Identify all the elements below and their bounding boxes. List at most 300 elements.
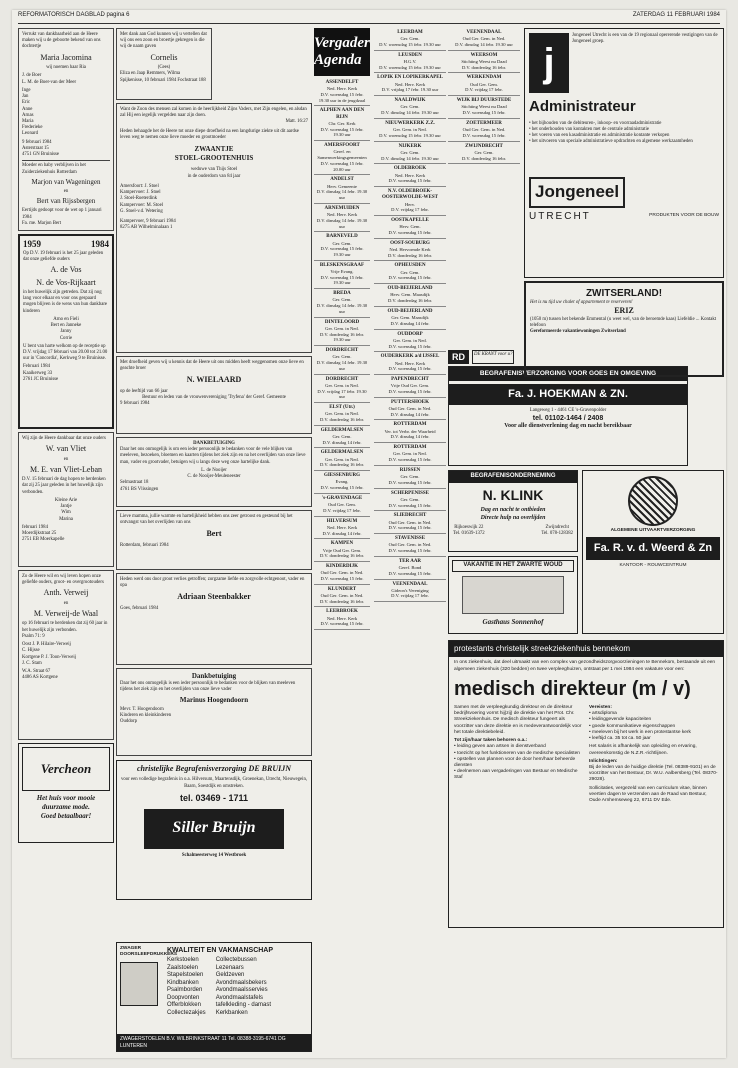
weerd-emblem <box>628 476 678 526</box>
birth-announcement-1 <box>18 28 114 231</box>
jubilee-date: Februari 1984 <box>23 364 51 370</box>
vakantie-name: Gasthaus Sonnenhof <box>482 617 544 626</box>
newspaper-page <box>12 10 726 1058</box>
col5-ads <box>448 350 522 367</box>
weerd-title: ALGEMENE UITVAARTVERZORGING <box>610 528 696 533</box>
column-1 <box>18 28 114 846</box>
klink-sub2: Directe hulp na overlijden <box>480 514 546 521</box>
klink-left: Rijkoeswijk 22 Tel. 01639-1372 <box>453 524 485 536</box>
agenda-item <box>448 73 520 96</box>
vacature-salary: Het salaris is afhankelijk van opleiding en ervaring, overeenkomstig de N.Z.R.-richtlijnen. <box>589 744 697 756</box>
agenda-item-details: Vrije Oud Ger. Gem. D.V. woensdag 15 febr. <box>388 383 432 395</box>
agenda-item-details: Geref. en Samenwerkingsgemeenten D.V. woensdag 15 febr. 20.00 uur <box>317 149 367 172</box>
agenda-item-title: WIJK BIJ DUURSTEDE <box>456 98 512 104</box>
vergader-agenda-logo: Vergader Agenda <box>314 28 370 76</box>
agenda-item-title: OLDEBROEK <box>393 166 427 172</box>
bruijn-body: voor een volledige begrafenis in o.a. Hilversum, Maartensdijk, Groenekan, Utrecht, Nieuwegein, Baarn, Soestdijk en omstreken. <box>120 777 308 789</box>
agenda-item-title: NIEUWERKERK Z.Z. <box>385 120 435 126</box>
klink-right: Zwijndrecht Tel. 078-128382 <box>541 524 573 536</box>
stoel-age: in de ouderdom van 84 jaar <box>187 173 241 179</box>
agenda-item-title: ROTTERDAM <box>393 422 427 428</box>
agenda-item <box>314 204 370 232</box>
klink-ad <box>448 470 578 552</box>
agenda-item <box>314 517 370 540</box>
zwitserland-title: ZWITSERLAND! <box>585 288 663 299</box>
agenda-item <box>374 420 446 443</box>
agenda-item <box>374 466 446 489</box>
agenda-item-title: KAMPEN <box>330 541 354 547</box>
agenda-item-title: PAPENDRECHT <box>391 377 429 383</box>
zwager-product: Lezenaars <box>215 964 244 971</box>
admin-task: • het bijhouden van de debiteuren-, inkoop- en voorraadadministratie <box>529 121 719 127</box>
agenda-item-title: ALPHEN AAN DEN RIJN <box>319 108 365 120</box>
vacature-task: • leiding geven aan artsen in dienstverband <box>454 744 583 750</box>
agenda-item-title: DORDRECHT <box>325 376 359 382</box>
agenda-item-details: Ger. Gem. D.V. woensdag 15 febr. <box>388 474 432 485</box>
agenda-item-title: LEERDAM <box>397 30 423 35</box>
birth1-name: Maria Jacomina <box>40 52 92 62</box>
bruijn-ad <box>116 760 312 900</box>
agenda-item-details: Vrije Evang. D.V. woensdag 15 febr. 19.30 uur <box>320 268 364 286</box>
agenda-item-title: NIJKERK <box>398 143 422 149</box>
zwager-product: Avondmaalsservies <box>215 987 268 994</box>
vacature-org: protestants christelijk streekziekenhuis bennekom <box>449 641 723 657</box>
agenda-item <box>374 557 446 580</box>
agenda-item-title: GELDERMALSEN <box>320 450 364 456</box>
jubilee-kids: Arno en Fieli Bert en Janneke Janny Corrie <box>50 316 82 341</box>
agenda-item-title: LEERBROEK <box>326 609 358 615</box>
agenda-item-title: GIESSENBURG <box>323 473 361 479</box>
agenda-item <box>374 511 446 534</box>
family-intro: Zo de Heere wil en wij leven hopen onze geliefde ouders, groot- en overgrootouders <box>22 573 104 586</box>
vacature-info: Bij de leden van de huidige direktie (Tel. 08389-9101) en de voorzitter van het Bestuur, Dr. W.U. Aalbersberg (Tel. 08370-29028). <box>589 764 718 783</box>
vacature-task: • deelnemen aan vergaderingen van Bestuur en Medische Staf <box>454 769 583 781</box>
page-header <box>18 12 720 24</box>
zwager-product: Psalmborden <box>167 987 203 994</box>
hoogendoorn-name: Marinus Hoogendoorn <box>179 695 249 704</box>
agenda-item <box>314 562 370 585</box>
agenda-item-title: BREDA <box>333 291 351 297</box>
zwager-left: ZWAGER DOORSLEEFDRUKKERS <box>120 946 178 958</box>
agenda-item-title: RIJSSEN <box>399 467 421 473</box>
agenda-item-details: Oud Ger. Gem. in Ned. D.V. dinsdag 14 febr. 19.30 uur <box>455 36 513 47</box>
vacature-requirement: • goede kommunikatieve eigenschappen <box>589 724 718 730</box>
agenda-item-details: Ned. Herv. Kerk D.V. dinsdag 14 febr. <box>322 524 362 536</box>
agenda-item <box>314 448 370 471</box>
agenda-item-title: TER AAR <box>398 558 422 564</box>
vacature-right-heading: Vereisten: <box>589 704 612 710</box>
agenda-item-details: Ned. Herv. Kerk D.V. woensdag 15 febr. <box>320 615 364 627</box>
stoel-ref: Matt. 16:27 <box>285 119 308 125</box>
vacature-requirement: • meeleven bij het werk in een protestantse kerk <box>589 730 718 736</box>
hoekman-ad <box>448 366 688 466</box>
agenda-item <box>374 142 446 165</box>
stoel-sub: weduwe van Thijs Stoel <box>190 167 238 173</box>
zwager-title: KWALITEIT EN VAKMANSCHAP <box>167 947 274 954</box>
wielaard-body: Bestuur en leden van de vrouwenvereniging 'Tryfena' der Geref. Gemeente <box>142 395 286 401</box>
agenda-item-details: Stichting Weest nu Daad D.V. donderdag 16 febr. <box>461 58 507 70</box>
hoogendoorn-place: Ouddorp <box>120 719 138 725</box>
agenda-item-details: Ger. Gem. D.V. donderdag 16 febr. <box>461 149 507 161</box>
vakantie-photo <box>462 576 564 614</box>
agenda-item <box>314 318 370 346</box>
agenda-item-title: GELDERMALSEN <box>320 427 364 433</box>
agenda-item <box>374 239 446 262</box>
stoel-date: Kampervoer, 9 februari 1984 <box>120 219 176 224</box>
vacature-requirement: • artsdiploma <box>589 711 718 717</box>
wedding-date: februari 1984 <box>22 524 48 530</box>
agenda-item <box>374 73 446 96</box>
agenda-item-title: DINTELOORD <box>324 319 360 325</box>
zwager-product: Avondmaalstafels <box>215 994 263 1001</box>
agenda-item-details: Gideon's Vereniging D.V. vrijdag 17 febr. <box>391 587 429 599</box>
jubilee-reception: U bent van harte welkom op de receptie op D.V. vrijdag 17 februari van 20.00 tot 21.00 uur in 'Concordia', Kerkweg 9 te Bruinisse. <box>23 343 108 362</box>
jongeneel-tag: PRODUKTEN VOOR DE BOUW <box>649 212 719 218</box>
agenda-item <box>314 539 370 562</box>
agenda-item-details: Herv. Gem. D.V. woensdag 15 febr. <box>388 224 432 235</box>
agenda-item-title: OOSTKAPELLE <box>391 218 429 223</box>
zwitserland-ad <box>524 281 724 377</box>
agenda-item-title: ARNEMUIDEN <box>324 205 360 211</box>
agenda-item-title: ELST (Utr.) <box>329 404 355 410</box>
agenda-item-details: Vrije Oud Ger. Gem. D.V. donderdag 16 febr. <box>319 547 365 559</box>
bruijn-title: christelijke Begrafenisverzorging DE BRUIJN <box>136 764 291 773</box>
agenda-item-title: VEENENDAAL <box>392 581 428 587</box>
zwitserland-body: (1050 m) tussen het bekende Emmental (u weet wel, van de beroemde kaas) Liefeldie ... Kontakt telefoon <box>530 316 717 328</box>
agenda-item-title: KINDERDIJK <box>326 564 358 569</box>
column-4 <box>374 28 446 908</box>
agenda-item <box>374 284 446 307</box>
zwitserland-sub: Het is nu tijd uw chalet of appartement te reserveren! <box>530 300 633 305</box>
agenda-item <box>374 96 446 119</box>
vacature-task-list <box>454 744 583 781</box>
bert-name: Bert <box>206 529 222 539</box>
agenda-item-details: Herv. D.V. vrijdag 17 febr. <box>391 201 429 213</box>
agenda-item-title: PUTTERSHOEK <box>390 399 430 405</box>
admin-task: • het uitvoeren van speciale administratieve opdrachten en algemene werkzaamheden <box>529 139 719 145</box>
vercheon-ad <box>18 743 114 843</box>
agenda-item <box>314 375 370 403</box>
zwager-list-2 <box>216 957 271 1017</box>
weerd-ad <box>582 470 724 634</box>
agenda-item-details: Ver. tot Verbr. der Waarheid D.V. dinsdag 14 febr. <box>384 428 436 440</box>
nooijer-names: L. de Nooijer C. de Nooijer-Meuleneester <box>187 467 241 480</box>
agenda-item-title: ROTTERDAM <box>393 445 427 451</box>
agenda-item <box>314 261 370 289</box>
vakantie-title: VAKANTIE IN HET ZWARTE WOUD <box>452 560 574 572</box>
agenda-item-details: Chr. Ger. Kerk D.V. woensdag 15 febr. 19.30 uur <box>320 120 364 138</box>
agenda-item-details: Ger. Gem. D.V. dinsdag 14 febr. 19.30 uur <box>381 104 439 116</box>
hoogendoorn-title: Dankbetuiging <box>191 672 237 680</box>
agenda-item <box>448 119 520 142</box>
agenda-item-details: Ned. Herv. Kerk D.V. vrijdag 17 febr. 19.30 uur <box>381 81 439 93</box>
zwitserland-firm: Gereformeerde vakantiewoningen Zwitserland <box>530 329 626 335</box>
birth1-intro: Verrukt van dankbaarheid aan de Heere maken wij u de geboorte bekend van ons dochtertje <box>22 32 101 50</box>
agenda-item-details: Oud Ger. Gem. in Ned. D.V. woensdag 15 febr. <box>462 127 506 138</box>
agenda-list-3 <box>314 78 370 630</box>
family-announcement <box>18 570 114 740</box>
bert-text: Lieve mamma, jullie warmte en hartelijkheid hebben ons zeer getroost en gesteund bij het ontvangst van het overlijden van ons <box>120 514 293 526</box>
agenda-item <box>374 119 446 142</box>
wielaard-age: op de leeftijd van 66 jaar <box>120 388 168 394</box>
birth1-sub: wij noemen haar Ria <box>46 65 86 71</box>
agenda-item-details: Ned. Hervormde Kerk D.V. donderdag 16 febr. <box>387 246 433 258</box>
agenda-item <box>448 28 520 51</box>
agenda-item-title: SLIEDRECHT <box>393 513 427 519</box>
agenda-item-details: Ger. Gem. D.V. woensdag 15 febr. <box>388 496 432 508</box>
agenda-item-title: ASSENDELFT <box>325 80 359 85</box>
agenda-item <box>374 375 446 398</box>
zwager-product: tafelkleding - damast <box>215 1002 272 1009</box>
stoel-quote: Want de Zoon des mensen zal komen in de heerlijkheid Zijns Vaders, met Zijn engelen, en alsdan zal Hij een iegelijk vergelden naar zijn doen. <box>120 107 307 119</box>
agenda-item <box>314 494 370 517</box>
agenda-item-title: AMERSFOORT <box>324 143 360 149</box>
agenda-item-title: N.V. OLDEBROEK-OOSTERWOLDE-WEST <box>382 189 438 201</box>
zwager-product: Collectebussen <box>215 957 257 964</box>
birth1-address: Asterstraat 15 4751 GN Bruinisse <box>22 145 60 158</box>
admin-task: • het voeren van een kasadministratie en administratie kontante verkopen <box>529 133 719 139</box>
klink-sub: Dag en nacht te ontbieden <box>480 506 546 513</box>
vercheon-line3: Goed betaalbaar! <box>40 812 92 821</box>
agenda-list-4 <box>374 28 446 602</box>
agenda-item <box>314 471 370 494</box>
zwager-product: Kindbanken <box>167 979 199 986</box>
agenda-item-title: STAVENISSE <box>394 536 426 542</box>
cornelis-name: Cornelis <box>150 52 178 62</box>
birth2-name1: Marjon van Wageningen <box>31 177 101 186</box>
vacature-task: • toezicht op het funktioneren van de medische specialisten <box>454 751 583 757</box>
agenda-item <box>314 426 370 449</box>
agenda-item-details: Ger. Gem. in Ned. D.V. woensdag 15 febr. 19.30 uur <box>379 127 441 138</box>
vacature-apply: Sollicitaties, vergezeld van een curriculum vitae, binnen veertien dagen te verzenden aan de Raad van Bestuur, Oude Arnhemseweg 22, 6711 DV Ede. <box>589 785 707 804</box>
column-5 <box>448 28 520 348</box>
agenda-item-title: KLUNDERT <box>327 586 357 592</box>
birth2-note: Eertijds gedoopt voor de wet op 1 januari 1984 <box>22 208 102 220</box>
birth2-parents: Fa. me. Marjon Bert <box>22 220 62 226</box>
jongeneel-j-logo: j <box>529 33 569 93</box>
vacature-left-heading: Tot zijn/haar taken behoren o.a.: <box>454 738 528 744</box>
stoel-body: Heden behaagde het de Heere tot onze diepe droefheid na een langdurige ziekte uit dit aardse leven weg te nemen onze lieve moeder en grootmoeder <box>120 128 299 140</box>
agenda-item-details: Ger. Gem. in Ned. D.V. donderdag 16 febr. <box>319 456 365 468</box>
hoekman-address: Langeweg 1 - 4461 CE 's-Gravenpolder <box>529 407 607 413</box>
agenda-item-details: Ger. Gem. in Ned. D.V. donderdag 16 febr. <box>319 411 365 422</box>
agenda-item-details: Oud Ger. Gem. D.V. vrijdag 17 febr. <box>323 502 361 513</box>
funeral-stoel <box>116 103 312 353</box>
vercheon-line2: duurzame mode. <box>42 803 90 812</box>
agenda-item-title: LEUSDEN <box>398 52 422 58</box>
agenda-item-details: H.G.V. D.V. woensdag 15 febr. 19.30 uur <box>379 58 441 70</box>
hoekman-name: Fa. J. HOEKMAN & ZN. <box>449 384 687 404</box>
agenda-item-details: Herv. Gemeente D.V. dinsdag 14 febr. 19.30 uur <box>316 183 368 201</box>
agenda-item-title: OUD-BEIJERLAND <box>387 286 433 292</box>
family-en: en <box>63 600 69 606</box>
birth2-intro: Moeder en baby verblijven in het Zuiderziekenhuis Rotterdam <box>22 163 86 175</box>
agenda-item <box>374 261 446 284</box>
agenda-item-title: OUDDORP <box>397 331 423 337</box>
birth-cornelis <box>116 28 212 100</box>
agenda-item <box>448 51 520 74</box>
birth2-en: en <box>63 188 69 194</box>
nooijer-body: Daar het ons onmogelijk is om een ieder persoonlijk te bedanken voor de vele blijken van meeleven, bezoeken, bloemen en kaarten tijdens het ziek zijn en na het overlijden van onze lieve man, vader en grootvader, betuigen wij u langs deze weg onze hartelijke dank. <box>120 447 306 465</box>
agenda-item-title: LOPIK EN LOPIKERKAPEL <box>377 75 443 81</box>
bruijn-logo: Siller Bruijn <box>144 809 284 849</box>
agenda-item-title: ANDELST <box>330 177 354 183</box>
funeral-wielaard <box>116 356 312 434</box>
agenda-item <box>374 216 446 239</box>
column-3 <box>314 28 370 908</box>
bruijn-address: Schalmeesterweg 14 Westbroek <box>181 852 247 858</box>
agenda-item <box>374 307 446 330</box>
jubilee-announcement <box>18 234 114 429</box>
jubilee-body: in het huwelijk zijn getreden. Dat zij nog lang voor elkaar en voor ons gespaard mogen blijven is de wens van hun dankbare kinderen <box>23 289 108 314</box>
agenda-item-title: OOST-SOUBURG <box>390 240 430 246</box>
klink-name: N. KLINK <box>482 486 544 503</box>
agenda-item-details: Oud Ger. Gem. in Ned. D.V. dinsdag 14 febr. <box>388 406 432 417</box>
agenda-item <box>314 78 370 106</box>
agenda-item-title: WEERSOM <box>470 52 498 58</box>
agenda-item <box>314 403 370 426</box>
jubilee-year-left: 1959 <box>23 238 41 249</box>
wielaard-text: Met droefheid geven wij u kennis dat de Heere uit ons midden heeft weggenomen onze lieve en geachte broer <box>120 360 304 372</box>
agenda-item-details: Oud Ger. Gem. in Ned. D.V. woensdag 15 febr. <box>388 542 432 554</box>
agenda-item-title: OUD-BEIJERLAND <box>387 308 433 314</box>
zwager-product: Zaalstoelen <box>167 964 199 971</box>
krant-badge: DE KRANT voor u? <box>472 350 514 364</box>
family-psalm: Psalm 71: 9 <box>22 633 45 639</box>
vacature-requirement: • leidinggevende kapaciteiten <box>589 717 718 723</box>
agenda-item <box>374 187 446 216</box>
agenda-item <box>374 489 446 512</box>
zwager-product: Stapelstoelen <box>167 972 204 979</box>
agenda-item-title: DORDRECHT <box>325 348 359 354</box>
steenbakker-name: Adriaan Steenbakker <box>177 592 251 602</box>
funeral-steenbakker <box>116 573 312 665</box>
wedding-en: en <box>63 456 69 462</box>
bert-date: Rotterdam, februari 1984 <box>120 542 169 548</box>
agenda-item-details: Oud Ger. Gem. in Ned. D.V. woensdag 15 febr. <box>320 570 364 581</box>
zwager-product: Geldzeven <box>215 972 245 979</box>
cornelis-address: Spijkenisse, 10 februari 1984 Fochstraat 188 <box>120 77 206 83</box>
admin-intro: Jongeneel Utrecht is een van de 19 regionaal opererende vestigingen van de Jongeneel groep. <box>572 33 718 45</box>
nooijer-address: Selmastraat 18 4761 BS Vlissingen <box>120 480 159 492</box>
birth1-date: 9 februari 1984 <box>22 139 52 145</box>
agenda-item-details: Ned. Herv. Kerk D.V. woensdag 15 febr. <box>388 360 432 372</box>
thanks-nooijer <box>116 437 312 507</box>
agenda-item <box>314 585 370 608</box>
agenda-list-5 <box>448 28 520 164</box>
agenda-item <box>314 106 370 141</box>
birth1-children: Inge Jan Eric Anne Arnas Maria Frederieke Leonard <box>22 87 43 137</box>
agenda-item-details: Ger. Gem. Maasdijk D.V. dinsdag 14 febr. <box>390 315 430 326</box>
zwager-product: Collectezakjes <box>167 1009 206 1016</box>
family-name1: Anth. Verweij <box>43 588 89 598</box>
cornelis-sub: (Cees) <box>157 65 171 71</box>
jubilee-address: Kaaikerweg 33 2761 JC Bruinisse <box>23 370 59 382</box>
vacature-task: • opstellen van plannen voor de door hem/haar beheerde diensten <box>454 757 583 769</box>
agenda-item <box>374 443 446 466</box>
hoogendoorn-body: Daar het ons onmogelijk is een ieder persoonlijk te bedanken voor de blijken van meeleven tijdens het ziek zijn en het overlijden van onze lieve vader <box>120 681 296 693</box>
thanks-hoogendoorn <box>116 668 312 756</box>
agenda-item <box>314 607 370 630</box>
agenda-item-details: Oud Ger. Gem. in Ned. D.V. donderdag 16 febr. <box>319 592 365 604</box>
agenda-item-details: Ned. Herv. Kerk D.V. woensdag 15 febr. 19.30 uur in de jeugdzaal <box>318 86 366 103</box>
family-body: op 16 februari te herdenken dat zij 60 jaar in het huwelijk zijn verbonden. <box>22 621 108 633</box>
vacature-intro: In ons ziekenhuis, dat deel uitmaakt van een complex van gezondheidszorgvoorzieningen te Bennekom, bestaande uit een algemeen ziekenhuis (320 bedden) en twee verpleeghuizen, ontstaat per 1 mei 1984 een vakature voor een: <box>454 660 716 672</box>
steenbakker-body: Heden werd ons door groot verlies getroffen; zorgzame liefde en zorgvolle echtgenoot, vader en opa <box>120 577 305 589</box>
wielaard-date: 9 februari 1984 <box>120 401 150 407</box>
vercheon-line1: Het huis voor mooie <box>36 793 96 802</box>
hoekman-tel: tel. 01102-1464 / 2408 <box>532 414 604 422</box>
vercheon-logo: Vercheon <box>22 747 110 791</box>
vakantie-ad <box>448 556 578 634</box>
jubilee-year-right: 1984 <box>91 238 109 249</box>
hoekman-title: BEGRAFENISVERZORGING VOOR GOES EN OMGEVING <box>449 367 687 381</box>
family-name2: M. Verweij-de Waal <box>33 609 99 619</box>
jubilee-name2: N. de Vos-Rijkaart <box>36 277 96 287</box>
birth1-parents: J. de Boer L. M. de Boer-van der Meer <box>22 73 77 85</box>
agenda-item-details: Evang. D.V. woensdag 15 febr. <box>320 479 364 491</box>
vacature-ad <box>448 640 724 928</box>
wedding-kids: Kleine Arie Jantje Wim Marina <box>54 497 78 522</box>
agenda-item <box>448 142 520 165</box>
agenda-item <box>374 534 446 557</box>
zwager-product: Doopvonten <box>167 994 200 1001</box>
agenda-item-title: NAALDWIJK <box>394 98 426 104</box>
jongeneel-brand: Jongeneel <box>529 177 625 207</box>
hoekman-line: Voor alle dienstverlening dag en nacht bereikbaar <box>504 423 632 430</box>
agenda-item-details: Oud Ger. Gem. in Ned. D.V. woensdag 15 febr. <box>388 519 432 531</box>
admin-task: • het onderhouden van kontakten met de centrale administratie <box>529 127 719 133</box>
nooijer-title: DANKBETUIGING <box>193 441 235 446</box>
weerd-name: Fa. R. v. d. Weerd & Zn <box>586 537 720 559</box>
wedding-announcement <box>18 432 114 567</box>
vacature-info-heading: Inlichtingen: <box>589 758 618 764</box>
wedding-address: Moerdijkstraat 25 2751 EB Moerkapelle <box>22 531 65 543</box>
zwager-footer: ZWAGERSTOELEN B.V. WILBRINKSTRAAT 11 Tel. 08388-3195-6741 DG LUNTEREN <box>117 1034 311 1051</box>
agenda-item <box>374 51 446 74</box>
agenda-item-details: Ned. Herv. Kerk D.V. dinsdag 14 febr. 19.30 uur <box>316 212 368 229</box>
agenda-item-details: Ger. Gem. D.V. dinsdag 14 febr. <box>322 433 362 445</box>
agenda-item-details: Ger. Gem. in Ned. D.V. vrijdag 17 febr. 19.30 uur <box>317 382 367 400</box>
agenda-item-details: Ger. Gem. in Ned. D.V. woensdag 15 febr. <box>388 337 432 349</box>
zwager-chair-image <box>120 962 158 1006</box>
agenda-item-details: Oud Ger. Gem. D.V. vrijdag 17 febr. <box>465 81 503 93</box>
agenda-item-title: WERKENDAM <box>466 75 502 81</box>
agenda-item-title: BARNEVELD <box>326 234 358 240</box>
vacature-requirement: • leeftijd ca. 35 tot ca. 50 jaar <box>589 736 718 742</box>
agenda-item-details: Ned. Herv. Kerk D.V. woensdag 15 febr. <box>388 172 432 184</box>
column-6 <box>524 28 724 380</box>
agenda-item-details: Ger. Gem. in Ned. D.V. donderdag 16 febr. 19.30 uur <box>319 325 365 343</box>
memoriam-bert <box>116 510 312 570</box>
birth2-name2: Bert van Rijssbergen <box>36 197 96 206</box>
header-left: REFORMATORISCH DAGBLAD pagina 6 <box>18 12 130 18</box>
agenda-item-title: BLESKENSGRAAF <box>319 262 365 268</box>
agenda-item-details: Ger. Gem. D.V. woensdag 15 febr. 19.30 uur <box>379 36 441 47</box>
weerd-sub: KANTOOR - ROUWCENTRUM <box>619 562 687 568</box>
zwitserland-place: ERIZ <box>614 306 634 316</box>
agenda-item-details: Ger. Gem. D.V. dinsdag 14 febr. 19.30 uur <box>316 354 368 371</box>
zwager-product: Offerblokken <box>167 1002 201 1009</box>
agenda-item <box>374 352 446 375</box>
agenda-item <box>374 164 446 187</box>
agenda-item-details: Herv. Gem. Maasdijk D.V. donderdag 16 febr. <box>387 292 433 304</box>
agenda-item-title: OPHEUSDEN <box>394 263 426 269</box>
family-address: W.A. Straat 67 4486 AS Kortgene <box>22 669 58 681</box>
agenda-item-details: Ger. Gem. D.V. dinsdag 14 febr. 19.30 uur <box>381 149 439 161</box>
zwager-product: Kerkstoelen <box>167 957 199 964</box>
agenda-item <box>374 398 446 421</box>
